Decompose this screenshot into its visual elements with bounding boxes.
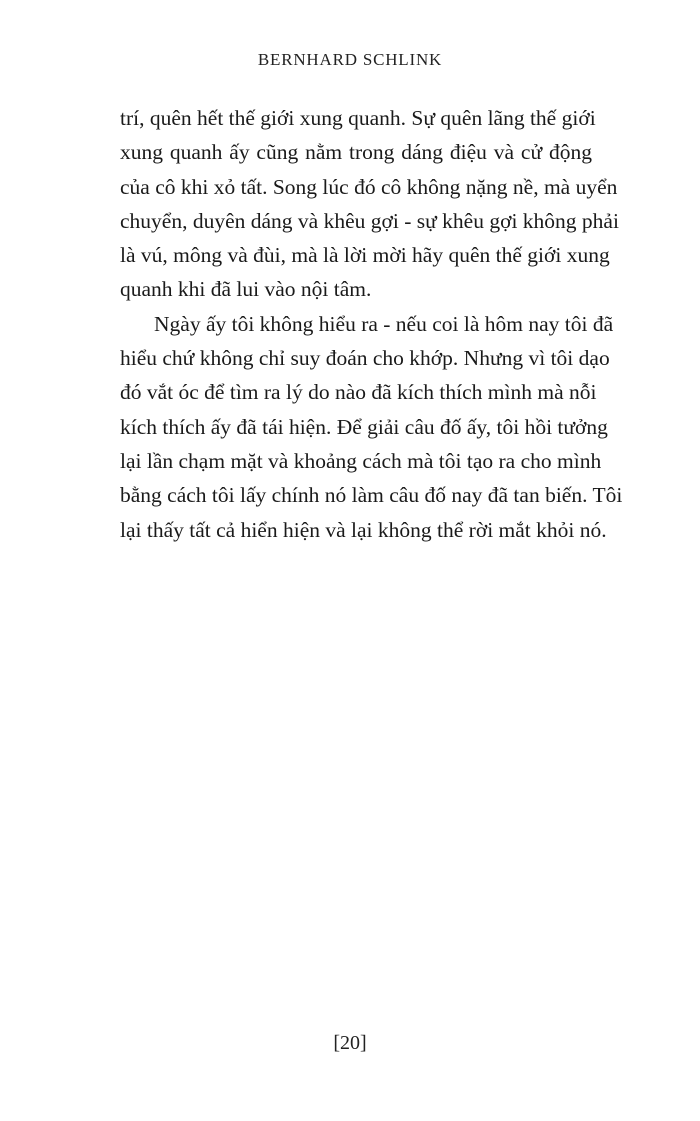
- page-number: [20]: [333, 1032, 367, 1054]
- paragraph-2: [120, 307, 623, 547]
- text-line: đó vắt óc để tìm ra lý do nào đã kích thích mình mà nỗi: [120, 380, 597, 405]
- text-line: hiểu chứ không chỉ suy đoán cho khớp. Nhưng vì tôi dạo: [120, 346, 610, 371]
- text-line: lại lần chạm mặt và khoảng cách mà tôi tạo ra cho mình: [120, 448, 602, 473]
- text-line: lại thấy tất cả hiển hiện và lại không thể rời mắt khỏi nó.: [120, 517, 607, 542]
- text-line: Ngày ấy tôi không hiểu ra - nếu coi là hôm nay tôi đã: [154, 311, 614, 336]
- text-line: quanh khi đã lui vào nội tâm.: [120, 277, 372, 302]
- text-line: là vú, mông và đùi, mà là lời mời hãy quên thế giới xung: [120, 243, 610, 268]
- paragraph-1: [120, 101, 619, 307]
- text-line: bằng cách tôi lấy chính nó làm câu đố nay đã tan biến. Tôi: [120, 483, 623, 508]
- text-line: của cô khi xỏ tất. Song lúc đó cô không nặng nề, mà uyển: [120, 174, 618, 199]
- text-line: kích thích ấy đã tái hiện. Để giải câu đố ấy, tôi hồi tưởng: [120, 414, 608, 439]
- body-text: [120, 101, 623, 547]
- running-head-title: BERNHARD SCHLINK: [257, 50, 443, 69]
- text-line: trí, quên hết thế giới xung quanh. Sự quên lãng thế giới: [120, 106, 596, 130]
- text-line: xung quanh ấy cũng nằm trong dáng điệu và cử động: [120, 140, 592, 165]
- text-line: chuyển, duyên dáng và khêu gợi - sự khêu gợi không phải: [120, 208, 619, 233]
